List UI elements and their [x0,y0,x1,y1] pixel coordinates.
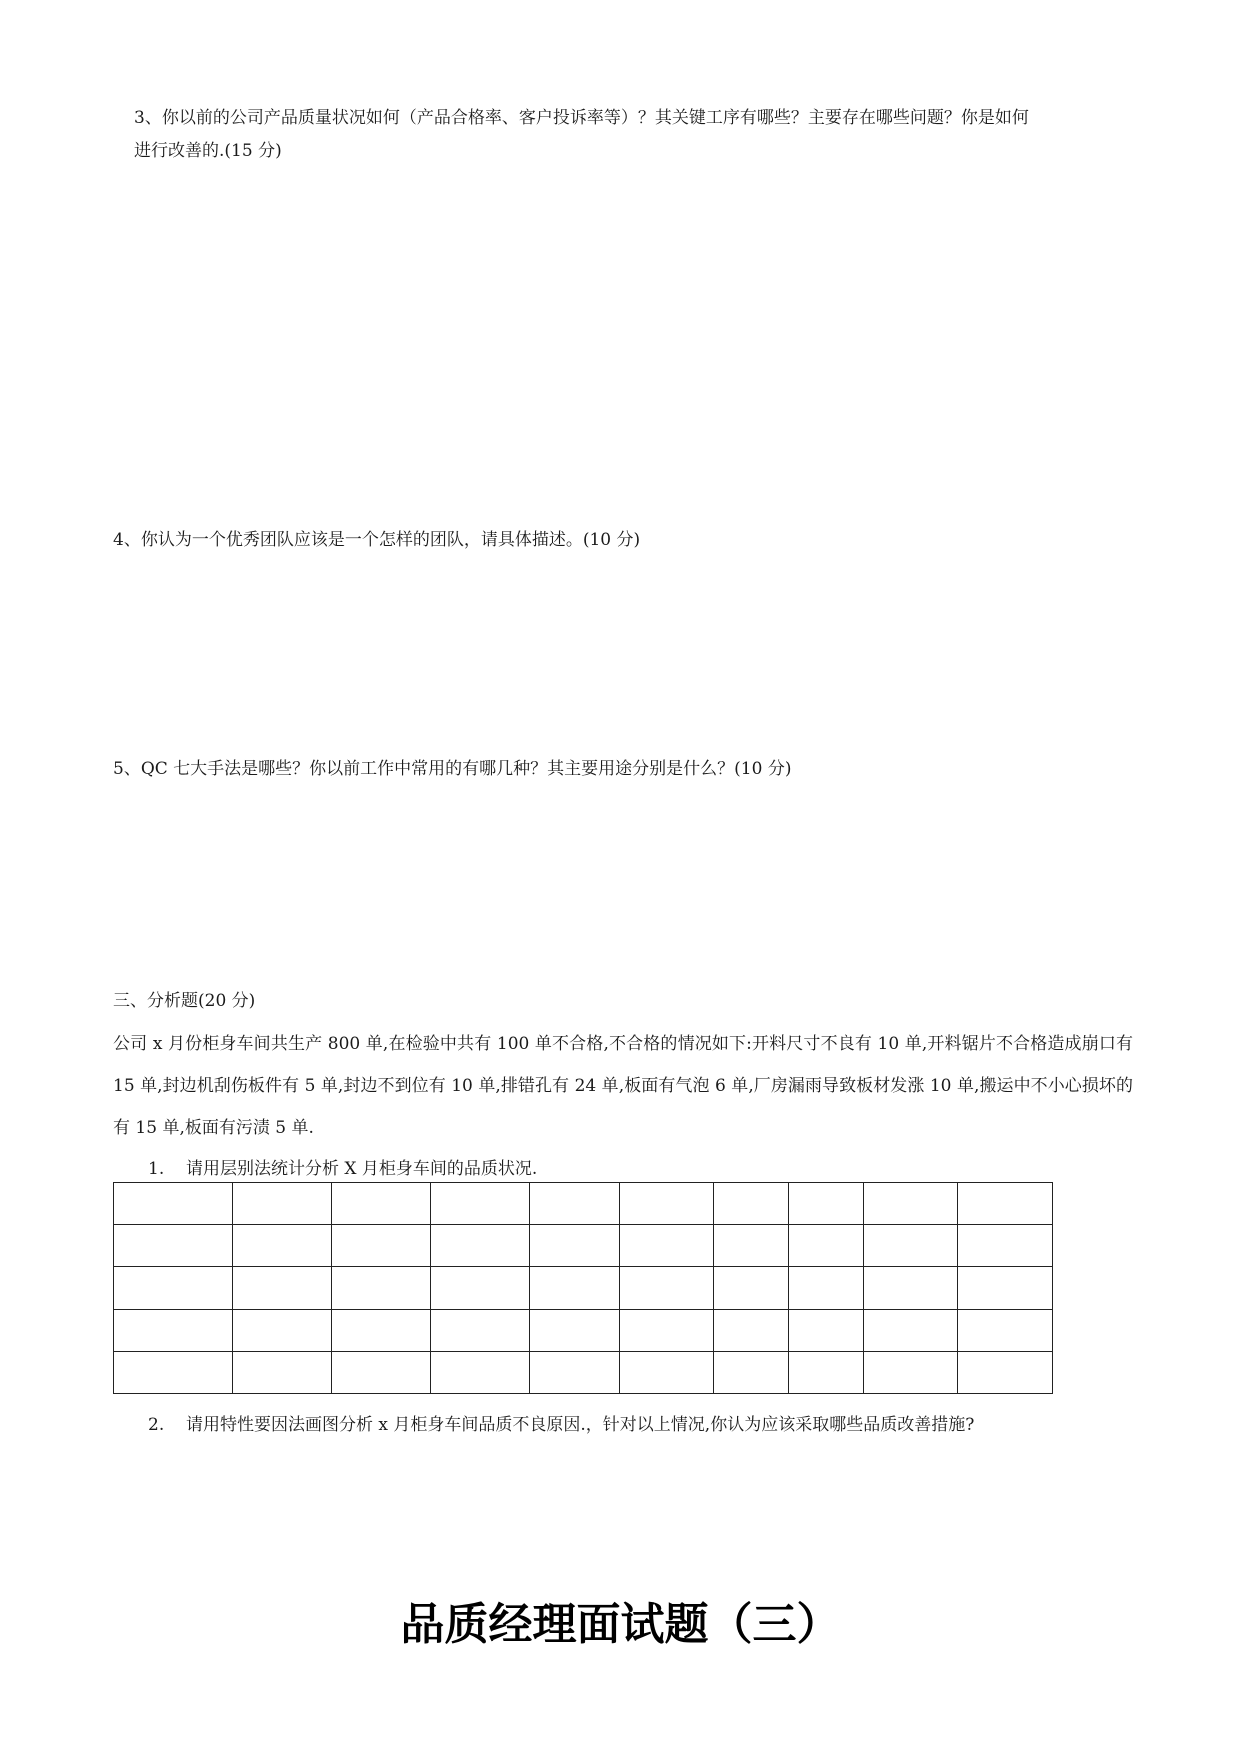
table-cell[interactable] [714,1225,789,1267]
table-cell[interactable] [958,1225,1053,1267]
table-cell[interactable] [864,1309,958,1351]
table-cell[interactable] [233,1183,332,1225]
table-cell[interactable] [233,1225,332,1267]
table-cell[interactable] [958,1183,1053,1225]
table-row [114,1183,1053,1225]
table-cell[interactable] [114,1225,233,1267]
table-cell[interactable] [332,1267,431,1309]
table-cell[interactable] [332,1309,431,1351]
table-cell[interactable] [620,1225,714,1267]
table-cell[interactable] [789,1267,864,1309]
table-cell[interactable] [233,1309,332,1351]
question-4: 4、你认为一个优秀团队应该是一个怎样的团队，请具体描述。(10 分) [113,530,641,550]
table-cell[interactable] [714,1183,789,1225]
document-title: 品质经理面试题（三） [400,1599,841,1650]
sub-question-1 [148,1156,537,1182]
table-cell[interactable] [864,1183,958,1225]
table-cell[interactable] [530,1225,620,1267]
question-5: 5、QC 七大手法是哪些？你以前工作中常用的有哪几种？其主要用途分别是什么？(10 分) [113,759,792,779]
sub-question-2-text: 请用特性要因法画图分析 x 月柜身车间品质不良原因.，针对以上情况,你认为应该采取哪些品质改善措施? [186,1415,975,1435]
sub-question-1-number: 1. [148,1159,165,1179]
table-row [114,1225,1053,1267]
table-cell[interactable] [332,1183,431,1225]
table-cell[interactable] [789,1183,864,1225]
table-cell[interactable] [864,1225,958,1267]
table-cell[interactable] [332,1351,431,1393]
table-cell[interactable] [714,1351,789,1393]
table-cell[interactable] [789,1351,864,1393]
stratification-table [113,1182,1053,1394]
table-cell[interactable] [620,1183,714,1225]
table-cell[interactable] [332,1225,431,1267]
table-cell[interactable] [431,1225,530,1267]
table-cell[interactable] [620,1267,714,1309]
table-cell[interactable] [530,1309,620,1351]
table-cell[interactable] [714,1267,789,1309]
table-cell[interactable] [620,1309,714,1351]
question-3-line-2: 进行改善的.(15 分) [134,141,282,161]
table-cell[interactable] [864,1351,958,1393]
question-3-line-1: 3、你以前的公司产品质量状况如何（产品合格率、客户投诉率等）？其关键工序有哪些？主要存在哪些问题？你是如何 [134,108,1029,128]
table-cell[interactable] [530,1183,620,1225]
table-cell[interactable] [114,1351,233,1393]
sub-question-2-number: 2. [148,1415,165,1435]
table-cell[interactable] [114,1309,233,1351]
table-row [114,1309,1053,1351]
table-cell[interactable] [714,1309,789,1351]
table-row [114,1267,1053,1309]
table-cell[interactable] [530,1267,620,1309]
table-cell[interactable] [431,1267,530,1309]
table-cell[interactable] [789,1309,864,1351]
table-cell[interactable] [233,1267,332,1309]
table-cell[interactable] [233,1351,332,1393]
table-cell[interactable] [431,1309,530,1351]
table-cell[interactable] [789,1225,864,1267]
table-cell[interactable] [530,1351,620,1393]
table-cell[interactable] [864,1267,958,1309]
analysis-scenario: 公司 x 月份柜身车间共生产 800 单,在检验中共有 100 单不合格,不合格的情况如下:开料尺寸不良有 10 单,开料锯片不合格造成崩口有 15 单,封边机刮伤板件有 5 单,封边不到位有 10 单,排错孔有 24 单,板面有气泡 6 单,厂房漏雨导致板材发涨 10 单,搬运中不小心损坏的有 15 单,板面有污渍 5 单. [113,1034,1133,1138]
table-cell[interactable] [114,1183,233,1225]
table-cell[interactable] [958,1309,1053,1351]
table-cell[interactable] [958,1351,1053,1393]
table-cell[interactable] [431,1351,530,1393]
stratification-table-body [114,1183,1053,1394]
table-cell[interactable] [958,1267,1053,1309]
table-cell[interactable] [620,1351,714,1393]
table-row [114,1351,1053,1393]
section-3-heading: 三、分析题(20 分) [113,991,256,1011]
sub-question-2 [148,1412,974,1438]
table-cell[interactable] [431,1183,530,1225]
sub-question-1-text: 请用层别法统计分析 X 月柜身车间的品质状况. [186,1159,538,1179]
question-3 [134,102,1029,168]
table-cell[interactable] [114,1267,233,1309]
